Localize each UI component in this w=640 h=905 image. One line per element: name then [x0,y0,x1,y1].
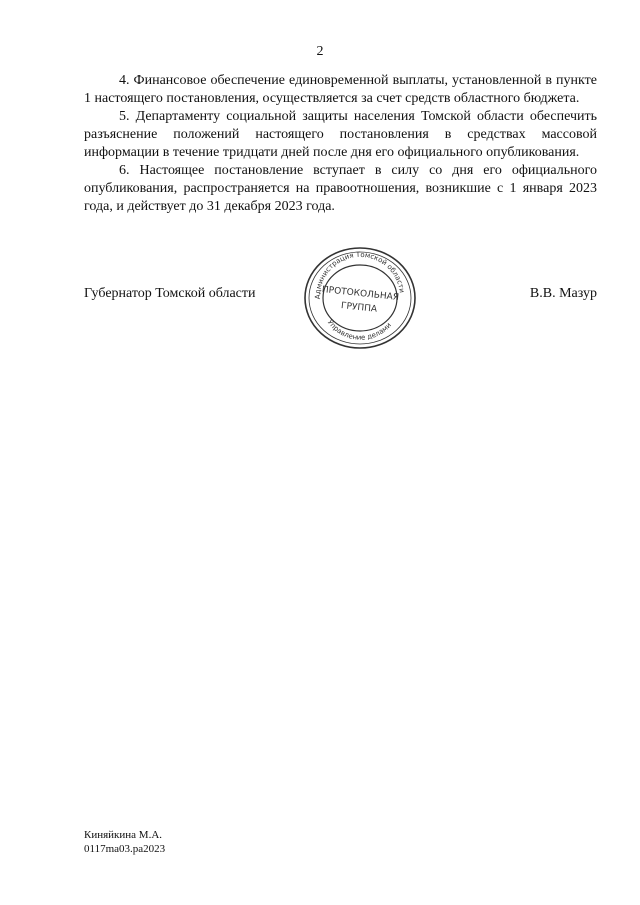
stamp-top-text: Администрация Томской области [313,250,406,300]
paragraph-5: 5. Департаменту социальной защиты населения Томской области обеспечить разъяснение положений настоящего постановления в средствах массовой информации в течение тридцати дней после дня его официального опубликования. [84,109,597,160]
executor-name: Киняйкина М.А. [84,829,163,841]
document-code: 0117ma03.pa2023 [84,843,166,855]
paragraph-6: 6. Настоящее постановление вступает в силу со дня его официального опубликования, распространяется на правоотношения, возникшие с 1 января 2023 года, и действует до 31 декабря 2023 года. [84,163,597,214]
page-number: 2 [316,44,324,59]
stamp-center-line2: ГРУППА [340,301,378,315]
stamp-seal-icon [300,244,420,352]
signatory-title: Губернатор Томской области [84,286,256,301]
document-body [84,72,597,216]
paragraph-4: 4. Финансовое обеспечение единовременной выплаты, установленной в пункте 1 настоящего постановления, осуществляется за счет средств областного бюджета. [84,73,597,106]
stamp-bottom-text: Управление делами [325,318,393,342]
stamp-center-line1: ПРОТОКОЛЬНАЯ [321,285,400,304]
executor-block [84,828,165,856]
official-stamp [300,244,420,352]
signatory-name: В.В. Мазур [529,286,597,301]
